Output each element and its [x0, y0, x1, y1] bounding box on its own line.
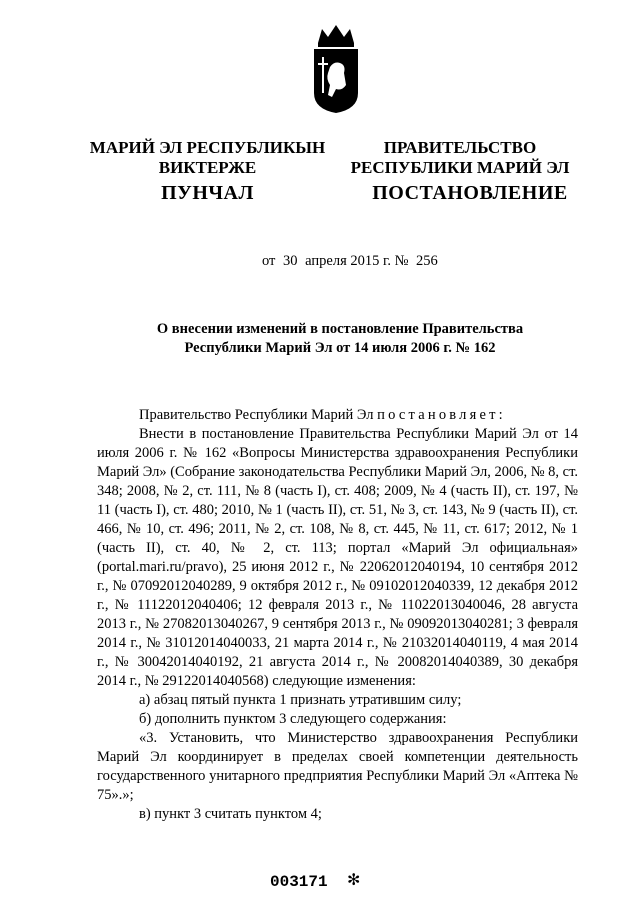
footer-mark: ✻	[347, 870, 361, 889]
header-right-line2: РЕСПУБЛИКИ МАРИЙ ЭЛ	[350, 158, 570, 177]
document-body	[97, 406, 578, 824]
item-b: б) дополнить пунктом 3 следующего содержания:	[139, 711, 447, 727]
doc-type-right: ПОСТАНОВЛЕНИЕ	[372, 182, 568, 204]
header-right-line1: ПРАВИТЕЛЬСТВО	[383, 138, 537, 157]
doc-type-left: ПУНЧАЛ	[161, 182, 254, 204]
coat-of-arms-emblem	[308, 23, 364, 115]
intro-verb: постановляет:	[377, 407, 506, 423]
header-left-line2: ВИКТЕРЖЕ	[158, 158, 257, 177]
intro-subject: Правительство Республики Марий Эл	[139, 407, 374, 423]
date-day: 30	[283, 253, 298, 269]
serial-number: 003171	[270, 873, 328, 891]
date-prefix: от	[262, 253, 276, 269]
intro-paragraph	[97, 406, 578, 425]
header-left-org	[80, 138, 335, 178]
title-line2: Республики Марий Эл от 14 июля 2006 г. № 162	[184, 340, 496, 356]
title-line1: О внесении изменений в постановление Правительства	[156, 321, 524, 337]
date-line	[260, 253, 440, 270]
item-a: а) абзац пятый пункта 1 признать утратившим силу;	[139, 692, 462, 708]
header-left-line1: МАРИЙ ЭЛ РЕСПУБЛИКЫН	[89, 138, 326, 157]
item-c: в) пункт 3 считать пунктом 4;	[139, 806, 322, 822]
header-right-org	[345, 138, 575, 178]
doc-number: 256	[416, 253, 438, 269]
quoted-clause: «3. Установить, что Министерство здравоохранения Республики Марий Эл координирует в пределах своей компетенции деятельность государственного унитарного предприятия Республики Марий Эл «Аптека № 75».»;	[97, 730, 578, 803]
paragraph-main: Внести в постановление Правительства Республики Марий Эл от 14 июля 2006 г. № 162 «Вопросы Министерства здравоохранения Республики Марий Эл» (Собрание законодательства Республики Марий Эл, 2006, № 8, ст. 348; 2008, № 2, ст. 111, № 8 (часть I), ст. 408; 2009, № 4 (часть II), ст. 197, № 11 (часть I), ст. 480; 2010, № 1 (часть II), ст. 51, № 3, ст. 143, № 9 (часть II), ст. 466, № 10, ст. 496; 2011, № 2, ст. 108, № 8, ст. 445, № 11, ст. 617; 2012, № 1 (часть II), ст. 40, № 2, ст. 113; портал «Марий Эл официальная» (portal.mari.ru/pravo), 25 июня 2012 г., № 22062012040194, 10 сентября 2012 г., № 07092012040289, 9 октября 2012 г., № 09102012040339, 12 декабря 2012 г., № 11122012040406; 12 февраля 2013 г., № 11022013040046, 28 августа 2013 г., № 27082013040267, 9 сентября 2013 г., № 09092013040281; 3 февраля 2014 г., № 31012014040033, 21 марта 2014 г., № 21032014040119, 4 мая 2014 г., № 30042014040192, 21 августа 2014 г., № 20082014040389, 30 декабря 2014 г., № 29122014040568) следующие изменения:	[97, 426, 578, 689]
document-title	[100, 320, 580, 358]
date-month-year: апреля 2015 г. №	[305, 253, 409, 269]
